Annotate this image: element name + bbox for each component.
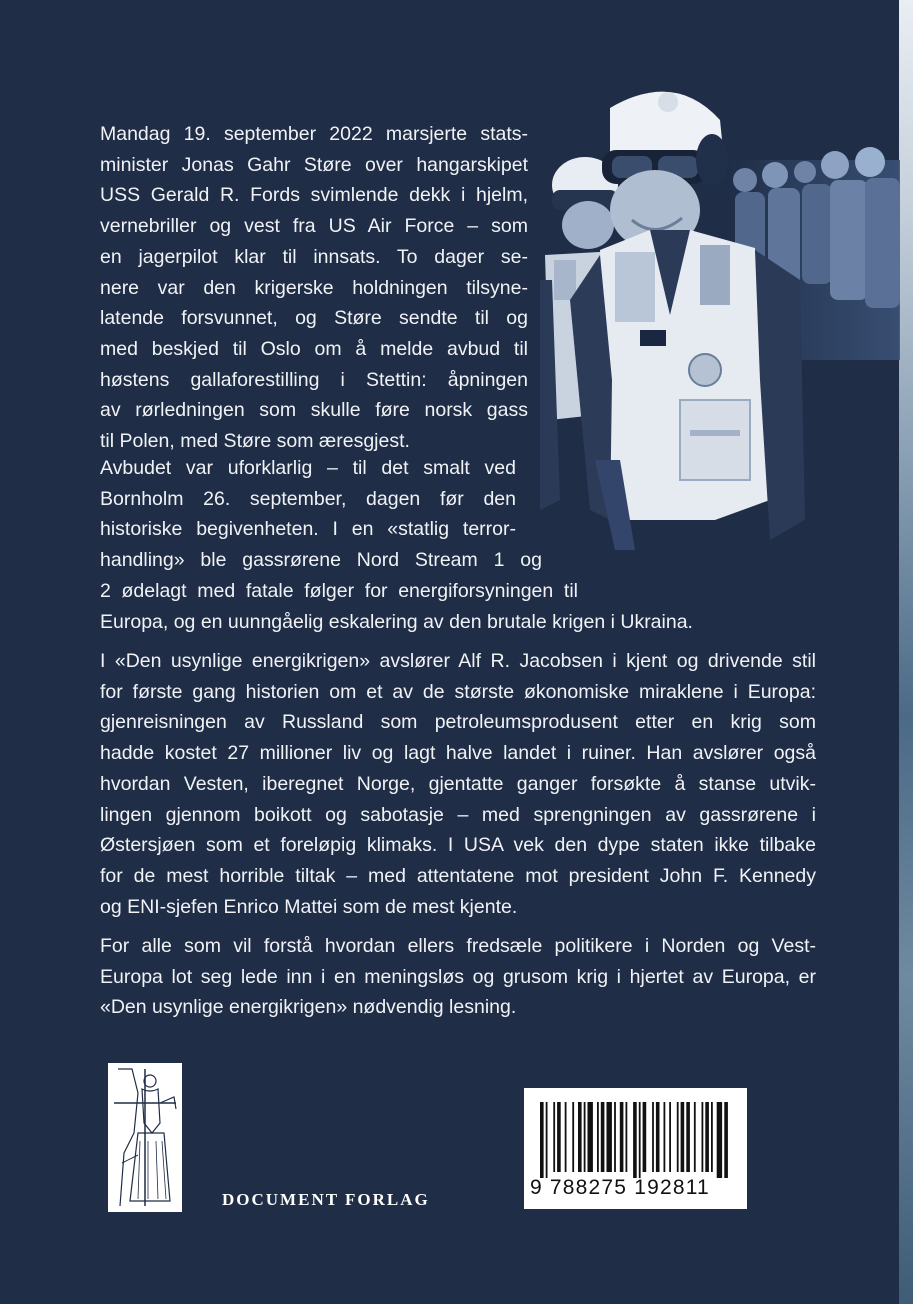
isbn-digits: 9 788275 192811 (530, 1176, 710, 1199)
barcode-bar (557, 1102, 561, 1172)
barcode-bar (669, 1102, 671, 1172)
barcode-bar (711, 1102, 713, 1172)
text-line: lingen gjennom boikott og sabotasje – med sprengningen av gassrørene i (100, 803, 816, 826)
spine-sea-strip (899, 0, 913, 1304)
text-line: til Polen, med Støre som æresgjest. (100, 430, 410, 453)
text-line: gjenreisningen av Russland som petroleumsprodusent etter en krig som (100, 711, 816, 734)
text-line: I «Den usynlige energikrigen» avslører Alf R. Jacobsen i kjent og drivende stil (100, 650, 816, 672)
barcode-bar (597, 1102, 599, 1172)
barcode-bar (565, 1102, 567, 1172)
barcode-bar (614, 1102, 616, 1172)
barcode-bar (686, 1102, 690, 1172)
third-paragraph (100, 646, 816, 922)
text-line: med beskjed til Oslo om å melde avbud til (100, 337, 528, 360)
text-line: historiske begivenheten. I en «statlig terror- (100, 518, 516, 541)
barcode-bar (652, 1102, 654, 1172)
barcode-bar (546, 1102, 548, 1178)
barcode-bar (656, 1102, 660, 1172)
text-line: for første gang historien om et av de største økonomiske miraklene i Europa: (100, 680, 816, 703)
barcode-bar (705, 1102, 709, 1172)
text-line: For alle som vil forstå hvordan ellers fredsæle politikere i Norden og Vest- (100, 935, 816, 957)
text-line: vernebriller og vest fra US Air Force – som (100, 215, 528, 238)
text-line: nere var den krigerske holdningen tilsyne- (100, 276, 528, 299)
barcode-bar (639, 1102, 641, 1178)
barcode-bar (717, 1102, 722, 1178)
barcode-bar (664, 1102, 666, 1172)
text-line: Europa, og en uunngåelig eskalering av den brutale krigen i Ukraina. (100, 610, 693, 633)
text-line: latende forsvunnet, og Støre sendte til og (100, 307, 528, 330)
barcode-bar (578, 1102, 582, 1172)
barcode-bar (633, 1102, 637, 1178)
barcode-bar (572, 1102, 574, 1172)
text-line: «Den usynlige energikrigen» nødvendig lesning. (100, 996, 517, 1019)
text-line: USS Gerald R. Fords svimlende dekk i hjelm, (100, 184, 528, 207)
barcode-bar (694, 1102, 696, 1172)
text-line: Mandag 19. september 2022 marsjerte stats- (100, 123, 528, 145)
isbn-barcode-icon (524, 1088, 747, 1209)
barcode-bar (601, 1102, 605, 1172)
text-line: hvordan Vesten, iberegnet Norge, gjentatte ganger forsøkte å stanse utvik- (100, 772, 816, 795)
barcode-bar (553, 1102, 555, 1172)
barcode-bar (681, 1102, 685, 1172)
text-line: og ENI-sjefen Enrico Mattei som de mest kjente. (100, 895, 518, 918)
text-line: for de mest horrible tiltak – med attentatene mot president John F. Kennedy (100, 864, 816, 887)
text-line: Europa lot seg lede inn i en meningsløs og grusom krig i hjertet av Europa, er (100, 965, 816, 988)
barcode-bar (724, 1102, 728, 1178)
second-paragraph (100, 453, 716, 637)
barcode-bar (643, 1102, 647, 1172)
text-line: handling» ble gassrørene Nord Stream 1 og (100, 549, 542, 572)
barcode-bar (607, 1102, 612, 1172)
text-line: av rørledningen som skulle føre norsk gass (100, 399, 528, 422)
publisher-name: DOCUMENT FORLAG (222, 1190, 430, 1209)
text-line: hadde kostet 27 millioner liv og lagt halve landet i ruiner. Han avslører også (100, 742, 816, 765)
text-line: høstens gallaforestilling i Stettin: åpningen (100, 368, 528, 391)
text-line: en jagerpilot klar til innsats. To dager se- (100, 245, 528, 268)
text-line: Østersjøen som et foreløpig klimaks. I USA vek den dype staten ikke tilbake (100, 834, 816, 857)
text-line: Bornholm 26. september, dagen før den (100, 487, 516, 510)
barcode-bar (702, 1102, 704, 1172)
barcode-bars (540, 1102, 730, 1178)
barcode-bar (584, 1102, 586, 1172)
barcode-bar (588, 1102, 593, 1172)
intro-paragraph (100, 119, 528, 457)
barcode-bar (540, 1102, 544, 1178)
barcode-bar (626, 1102, 628, 1172)
barcode-bar (677, 1102, 679, 1172)
publisher-logo-icon (108, 1063, 182, 1212)
text-line: minister Jonas Gahr Støre over hangarskipet (100, 153, 528, 176)
barcode-bar (620, 1102, 624, 1172)
text-line: Avbudet var uforklarlig – til det smalt ved (100, 457, 516, 479)
text-line: 2 ødelagt med fatale følger for energiforsyningen til (100, 579, 578, 602)
closing-paragraph (100, 931, 816, 1023)
